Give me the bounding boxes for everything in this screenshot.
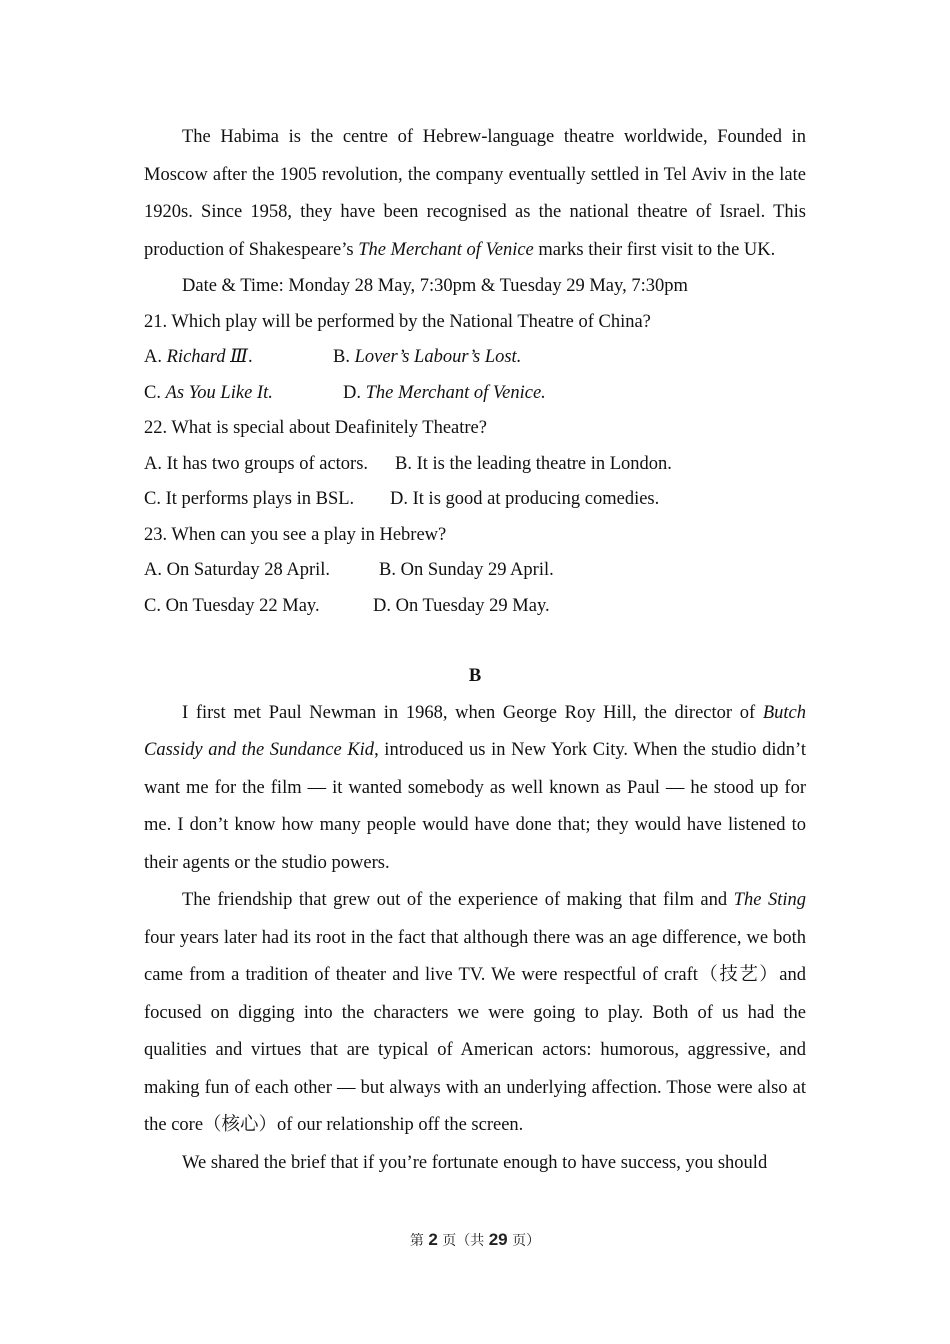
question-22-stem: 22. What is special about Deafinitely Theatre?	[144, 418, 487, 438]
option-22-c: C. It performs plays in BSL.	[144, 489, 355, 509]
option-22-a: A. It has two groups of actors.	[144, 453, 369, 474]
habima-text-2: marks their first visit to the UK.	[533, 239, 776, 260]
option-23-d: D. On Tuesday 29 May.	[373, 595, 550, 616]
footer-total-pages: 29	[488, 1230, 508, 1249]
passage-b-paragraph-2	[144, 882, 806, 1145]
option-21-c: C. As You Like It.	[144, 382, 273, 403]
option-22-b: B. It is the leading theatre in London.	[395, 453, 672, 474]
option-23-a: A. On Saturday 28 April.	[144, 560, 331, 580]
passage-b-paragraph-1	[144, 695, 806, 883]
passage-b-p1-text-2: , introduced us in New York City. When the studio didn’t want me for the film — it wanted somebody as well known as Paul — he stood up for me. I don’t know how many people would have done that; they would have listened to their agents or the studio powers.	[144, 740, 807, 873]
passage-b-sting-title: The Sting	[733, 890, 806, 910]
footer-prefix: 第	[409, 1233, 424, 1249]
question-23-row-1	[144, 553, 806, 589]
passage-b-p1-text-1: I first met Paul Newman in 1968, when George Roy Hill, the director of	[182, 702, 763, 723]
passage-b-film-title: Butch Cassidy and the Sundance Kid	[144, 702, 806, 760]
question-22-row-2	[144, 482, 806, 518]
option-21-a: A. Richard Ⅲ.	[144, 347, 253, 367]
habima-paragraph	[144, 119, 806, 269]
question-23-stem: 23. When can you see a play in Hebrew?	[144, 524, 447, 545]
option-23-c: C. On Tuesday 22 May.	[144, 595, 320, 616]
passage-b-p2-text-2: four years later had its root in the fact that although there was an age difference, we both came from a tradition of theater and live TV. We were respectful of craft（技艺）and focused on digging into the characters we were going to play. Both of us had the qualities and virtues that are typical of American actors: humorous, aggressive, and making fun of each other — but always with an underlying affection. Those were also at the core（核心）of our relationship off the screen.	[144, 927, 806, 1135]
section-b-heading: B	[468, 666, 482, 686]
footer-suffix: 页）	[512, 1233, 541, 1249]
habima-text-1: The Habima is the centre of Hebrew-language theatre worldwide, Founded in Moscow after the 1905 revolution, the company eventually settled in Tel Aviv in the late 1920s. Since 1958, they have been recognised as the national theatre of Israel. This production of Shakespeare’s	[144, 127, 806, 260]
option-22-d: D. It is good at producing comedies.	[390, 489, 660, 509]
option-21-b: B. Lover’s Labour’s Lost.	[333, 347, 522, 367]
option-21-d: D. The Merchant of Venice.	[343, 382, 546, 403]
question-23-row-2	[144, 589, 806, 625]
question-22-row-1	[144, 447, 806, 483]
question-21-row-2	[144, 376, 806, 412]
question-21-row-1	[144, 340, 806, 376]
footer-page-number: 2	[428, 1230, 438, 1249]
page-footer	[0, 1226, 950, 1255]
habima-play-title: The Merchant of Venice	[358, 239, 534, 260]
passage-b-paragraph-3: We shared the brief that if you’re fortunate enough to have success, you should	[182, 1152, 768, 1173]
footer-middle: 页（共	[442, 1233, 485, 1249]
habima-datetime: Date & Time: Monday 28 May, 7:30pm & Tuesday 29 May, 7:30pm	[182, 276, 688, 296]
option-23-b: B. On Sunday 29 April.	[379, 560, 554, 580]
page-content	[144, 119, 806, 1182]
question-21-stem: 21. Which play will be performed by the National Theatre of China?	[144, 311, 651, 332]
passage-b-p2-text-1: The friendship that grew out of the experience of making that film and	[182, 890, 734, 910]
